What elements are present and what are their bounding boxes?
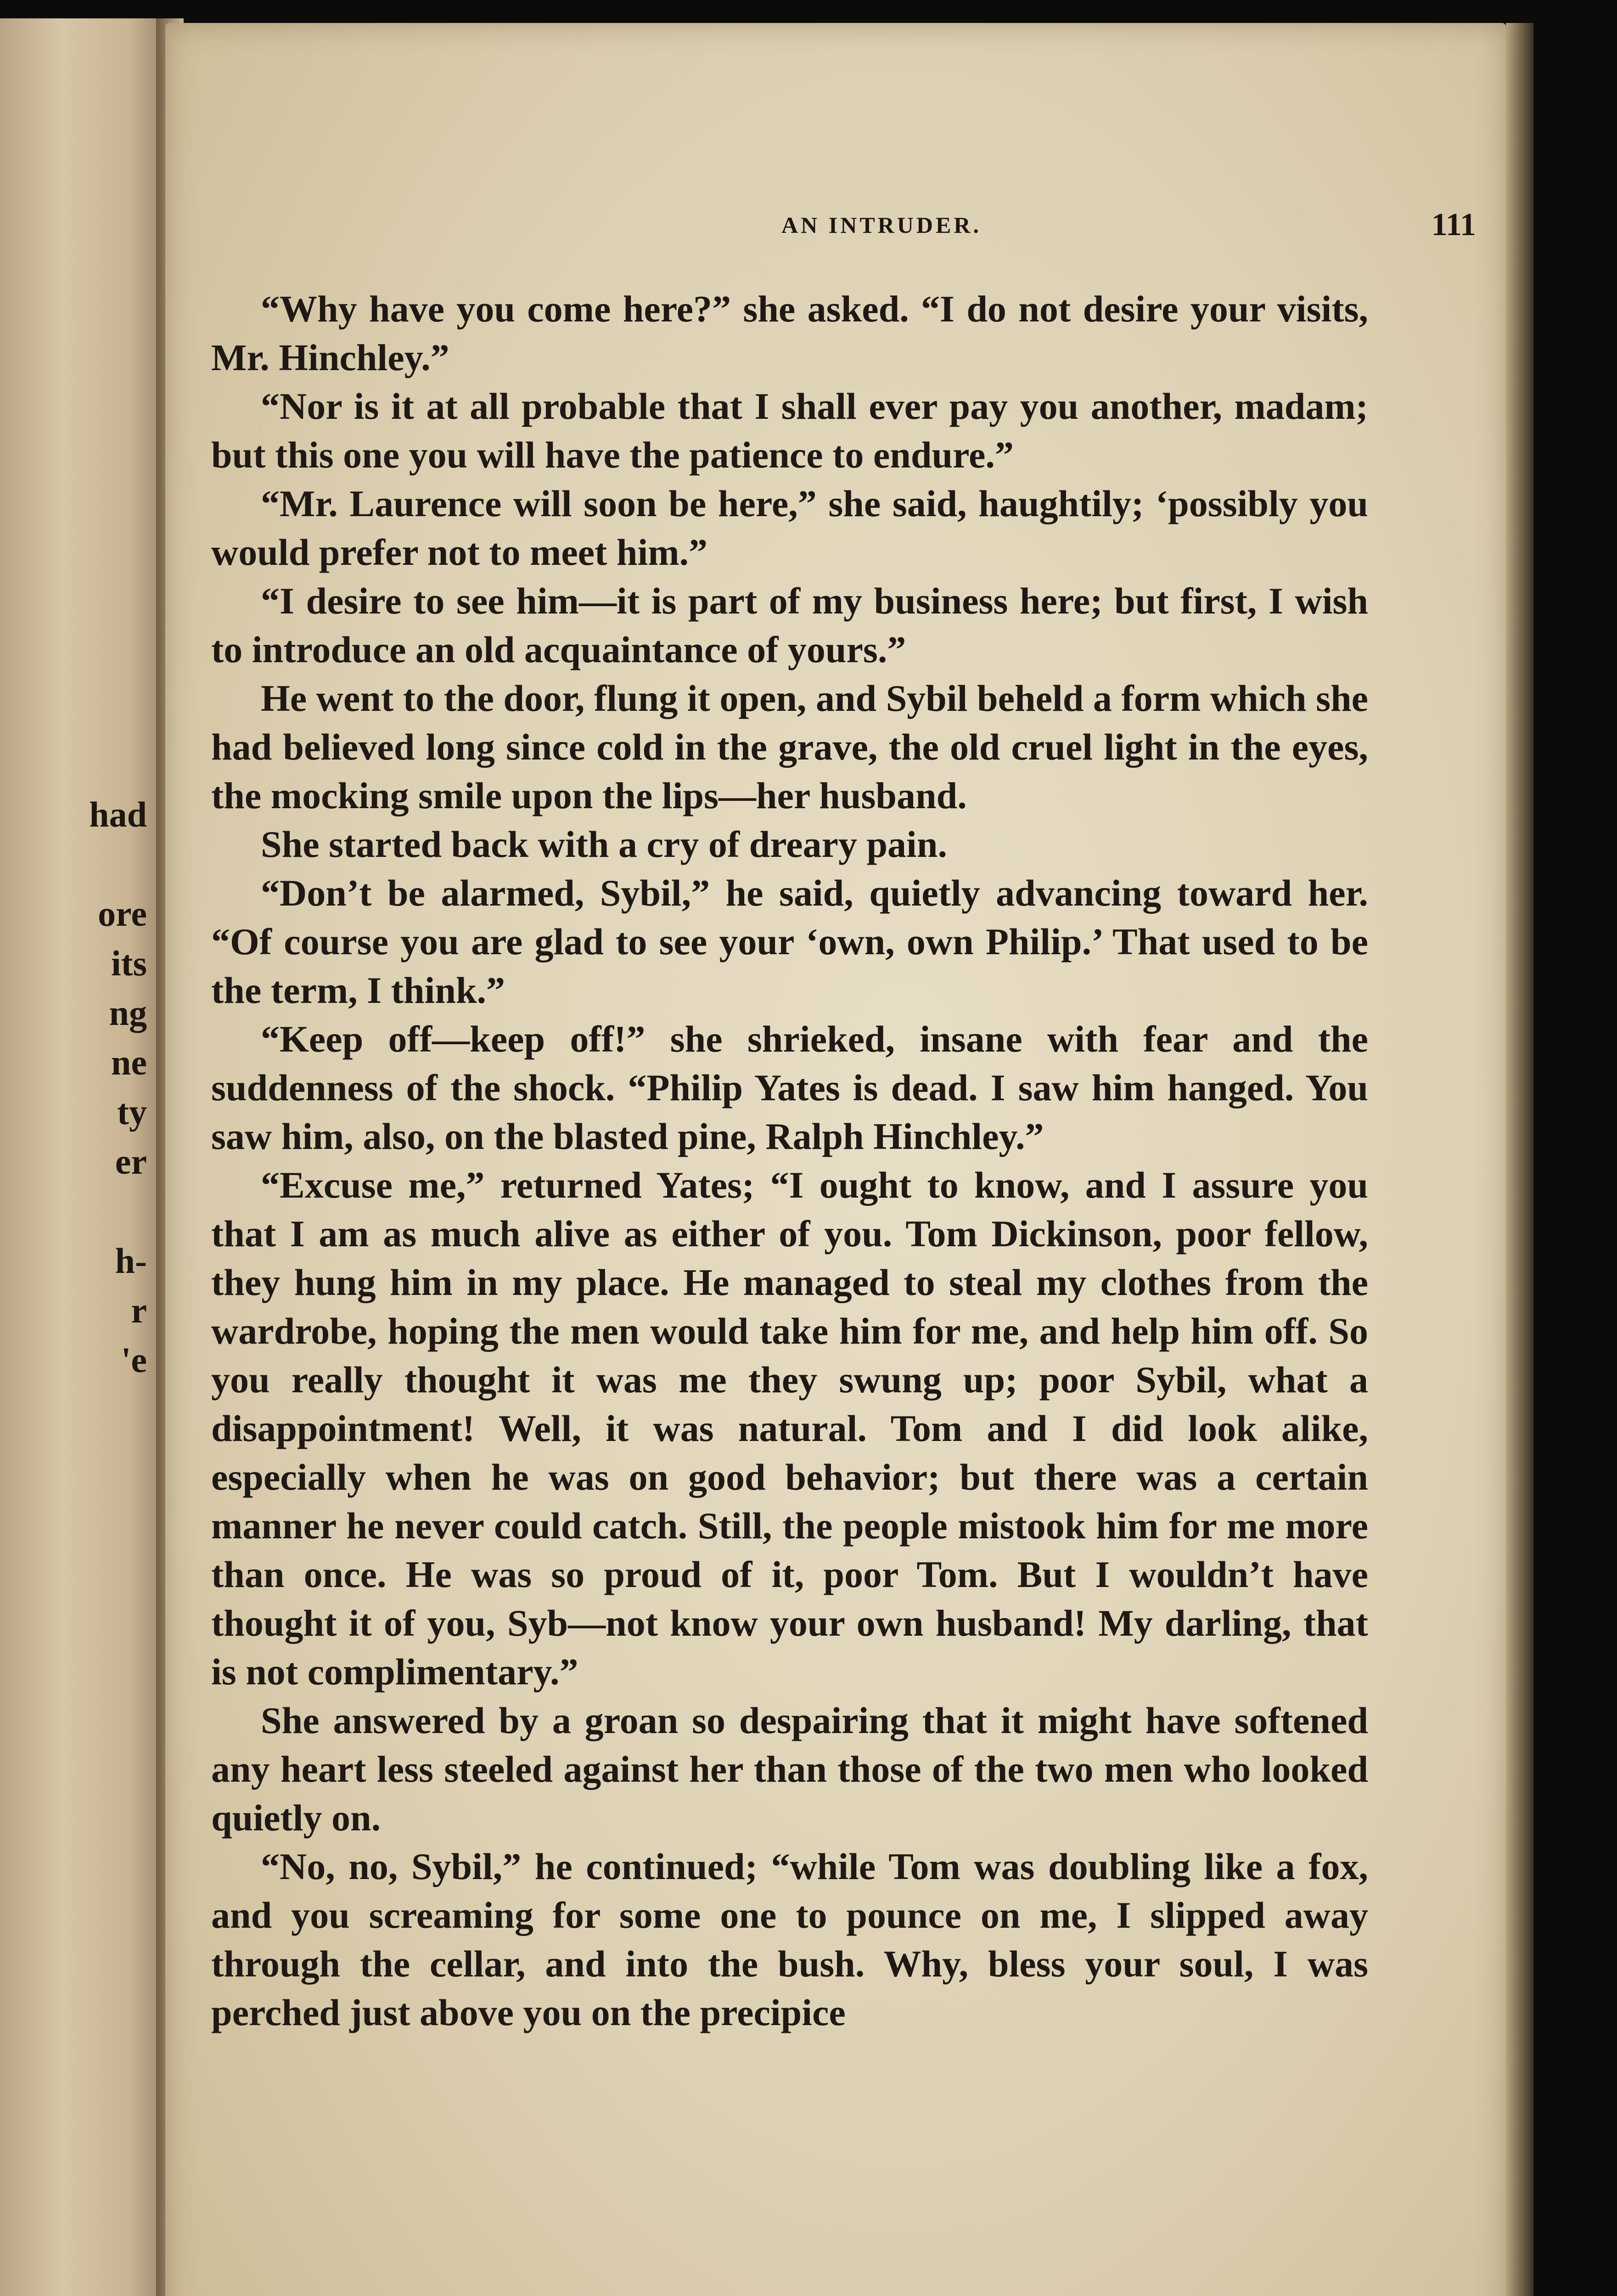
paragraph: “Keep off—keep off!” she shrieked, insane with fear and the suddenness of the shock. “Philip Yates is dead. I saw him hanged. You saw him, also, on the blasted pine, Ralph Hinchley.” xyxy=(211,1018,1368,1157)
page-number: 111 xyxy=(1431,207,1476,242)
paragraph: “Don’t be alarmed, Sybil,” he said, quietly advancing toward her. “Of course you are glad to see your ‘own, own Philip.’ That used to be the term, I think.” xyxy=(211,872,1368,1011)
chapter-title: AN INTRUDER. xyxy=(781,212,982,238)
paragraph: She started back with a cry of dreary pain. xyxy=(261,823,947,865)
page-edge-shadow xyxy=(1506,23,1533,2296)
paragraph: “Excuse me,” returned Yates; “I ought to know, and I assure you that I am as much alive as either of you. Tom Dickinson, poor fellow, they hung him in my place. He managed to steal my clothes from the wardrobe, hoping the men would take him for me, and help him off. So you really thought it was me they swung up; poor Sybil, what a disappointment! Well, it was natural. Tom and I did look alike, especially when he was on good behavior; but there was a certain manner he never could catch. Still, the people mistook him for me more than once. He was so proud of it, poor Tom. But I wouldn’t have thought it of you, Syb—not know your own husband! My darling, that is not complimentary.” xyxy=(211,1164,1368,1693)
left-page-text-fragments: had ore its ng ne ty er h- r 'e xyxy=(89,794,147,1380)
running-head xyxy=(165,202,1506,248)
paragraph: She answered by a groan so despairing that it might have softened any heart less steeled against her than those of the two men who looked quietly on. xyxy=(211,1699,1368,1839)
paragraph: “I desire to see him—it is part of my business here; but first, I wish to introduce an old acquaintance of yours.” xyxy=(211,580,1368,670)
paragraph: “Mr. Laurence will soon be here,” she said, haughtily; ‘possibly you would prefer not to meet him.” xyxy=(211,483,1368,573)
paragraph: “Why have you come here?” she asked. “I do not desire your visits, Mr. Hinchley.” xyxy=(211,288,1368,378)
page-body xyxy=(211,285,1368,2037)
paragraph: “No, no, Sybil,” he continued; “while Tom was doubling like a fox, and you screaming for some one to pounce on me, I slipped away through the cellar, and into the bush. Why, bless your soul, I was perched just above you on the precipice xyxy=(211,1846,1368,2033)
paragraph: “Nor is it at all probable that I shall ever pay you another, madam; but this one you will have the patience to endure.” xyxy=(211,385,1368,476)
paragraph: He went to the door, flung it open, and Sybil beheld a form which she had believed long since cold in the grave, the old cruel light in the eyes, the mocking smile upon the lips—her husband. xyxy=(211,677,1368,816)
